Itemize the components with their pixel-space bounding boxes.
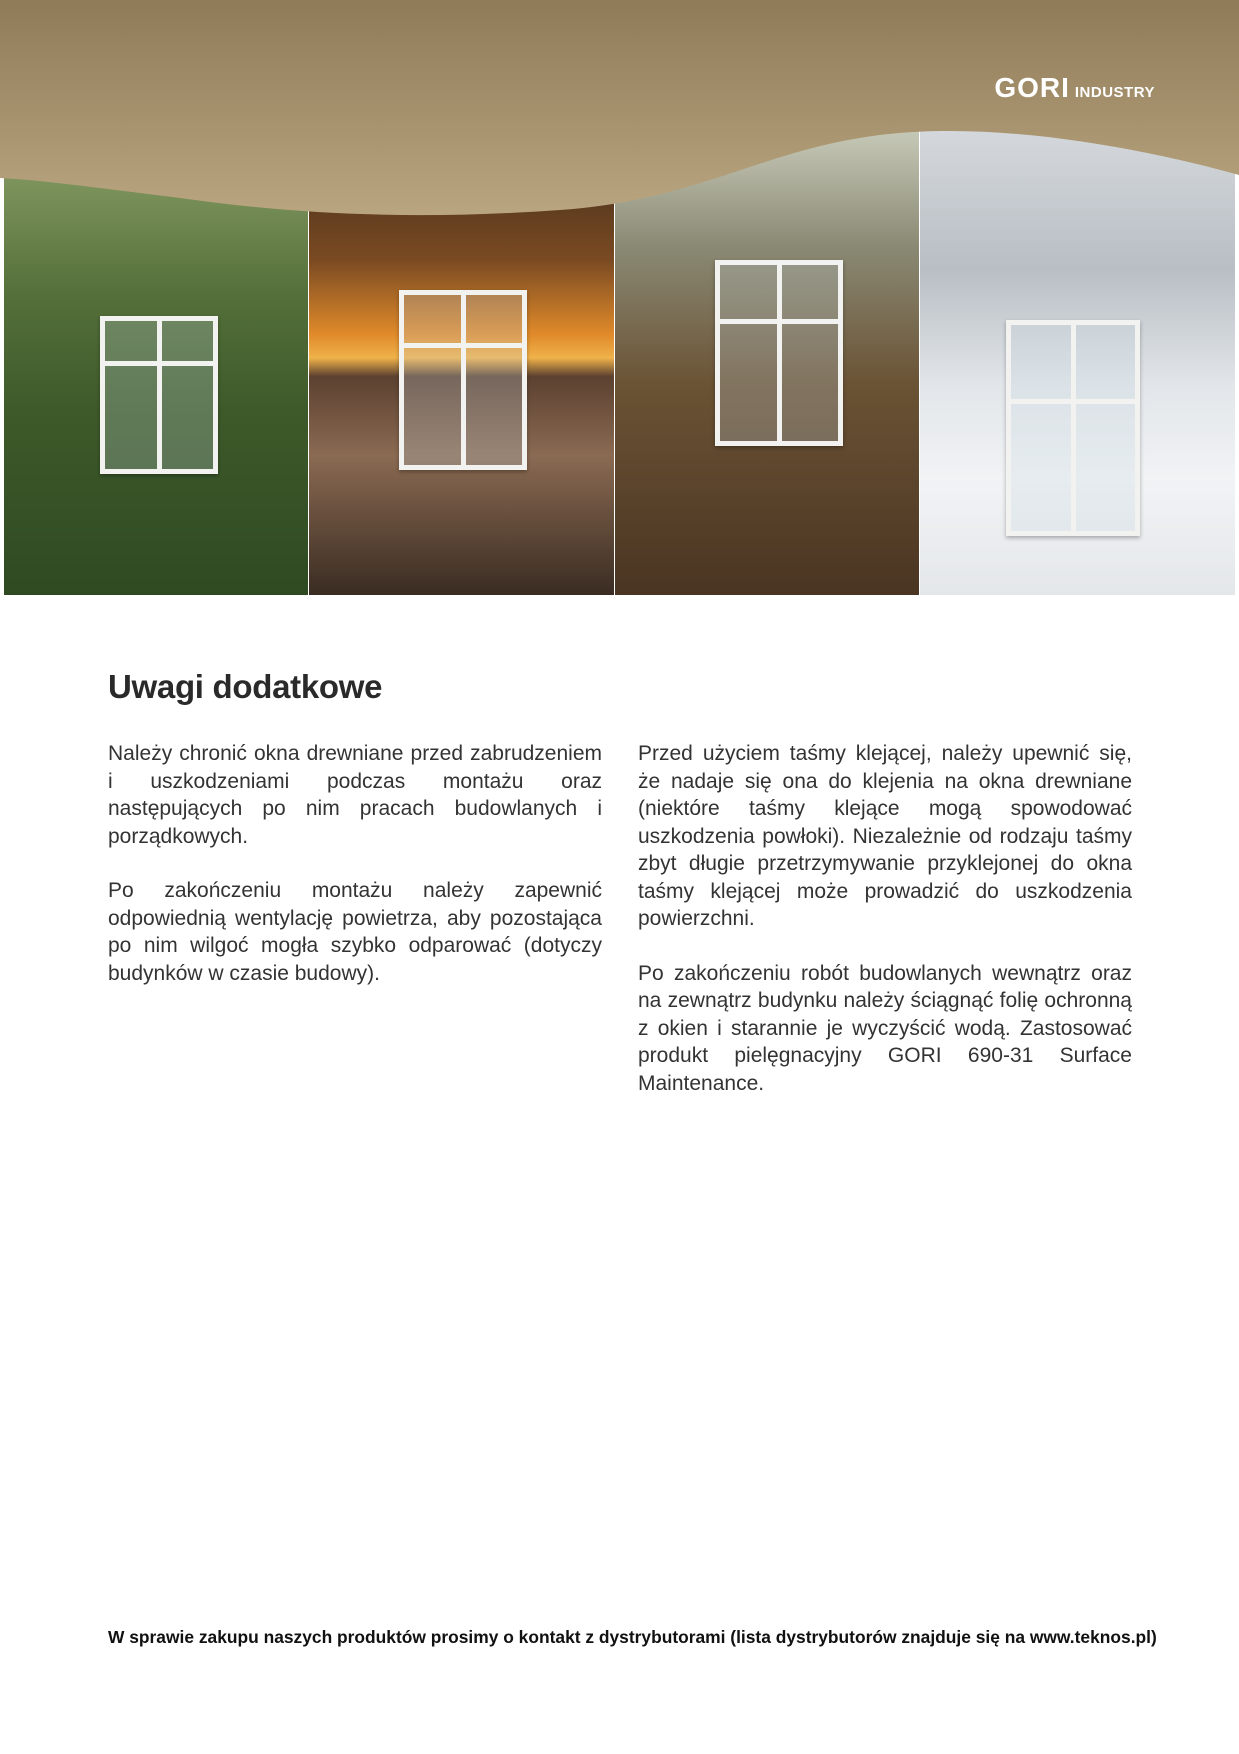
page-title: Uwagi dodatkowe <box>108 668 383 705</box>
brand-subtitle: INDUSTRY <box>1074 84 1155 101</box>
paragraph: Należy chronić okna drewniane przed zabrudzeniem i uszkodzeniami podczas montażu oraz następujących po nim pracach budowlanych i porządkowych. <box>108 742 602 848</box>
window-frame-icon <box>100 316 218 474</box>
paragraph: Po zakończeniu robót budowlanych wewnątrz oraz na zewnątrz budynku należy ściągnąć folię ochronną z okien i starannie je wyczyścić wodą. Zastosować produkt pielęgnacyjny GORI 690-31 Surface Maintenance. <box>638 961 1132 1095</box>
brand-name: GORI <box>994 72 1070 103</box>
paragraph: Przed użyciem taśmy klejącej, należy upewnić się, że nadaje się ona do klejenia na okna drewniane (niektóre taśmy klejące mogą spowodować uszkodzenia powłoki). Niezależnie od rodzaju taśmy zbyt długie przetrzymywanie przyklejonej do okna taśmy klejącej może prowadzić do uszkodzenia powierzchni. <box>638 742 1132 930</box>
window-frame-icon <box>399 290 527 470</box>
paragraph: Po zakończeniu montażu należy zapewnić odpowiednią wentylację powietrza, aby pozostająca po nim wilgoć mogła szybko odparować (dotyczy budynków w czasie budowy). <box>108 879 602 985</box>
brand-logo <box>994 72 1155 104</box>
footer-contact-note: W sprawie zakupu naszych produktów prosimy o kontakt z dystrybutorami (lista dystrybutorów znajduje się na www.teknos.pl) <box>108 1627 1157 1647</box>
header-wave-band <box>0 0 1239 260</box>
window-frame-icon <box>1006 320 1140 536</box>
window-frame-icon <box>715 260 843 446</box>
header-banner <box>0 0 1239 600</box>
right-column <box>638 740 1132 1124</box>
left-column <box>108 740 602 1014</box>
